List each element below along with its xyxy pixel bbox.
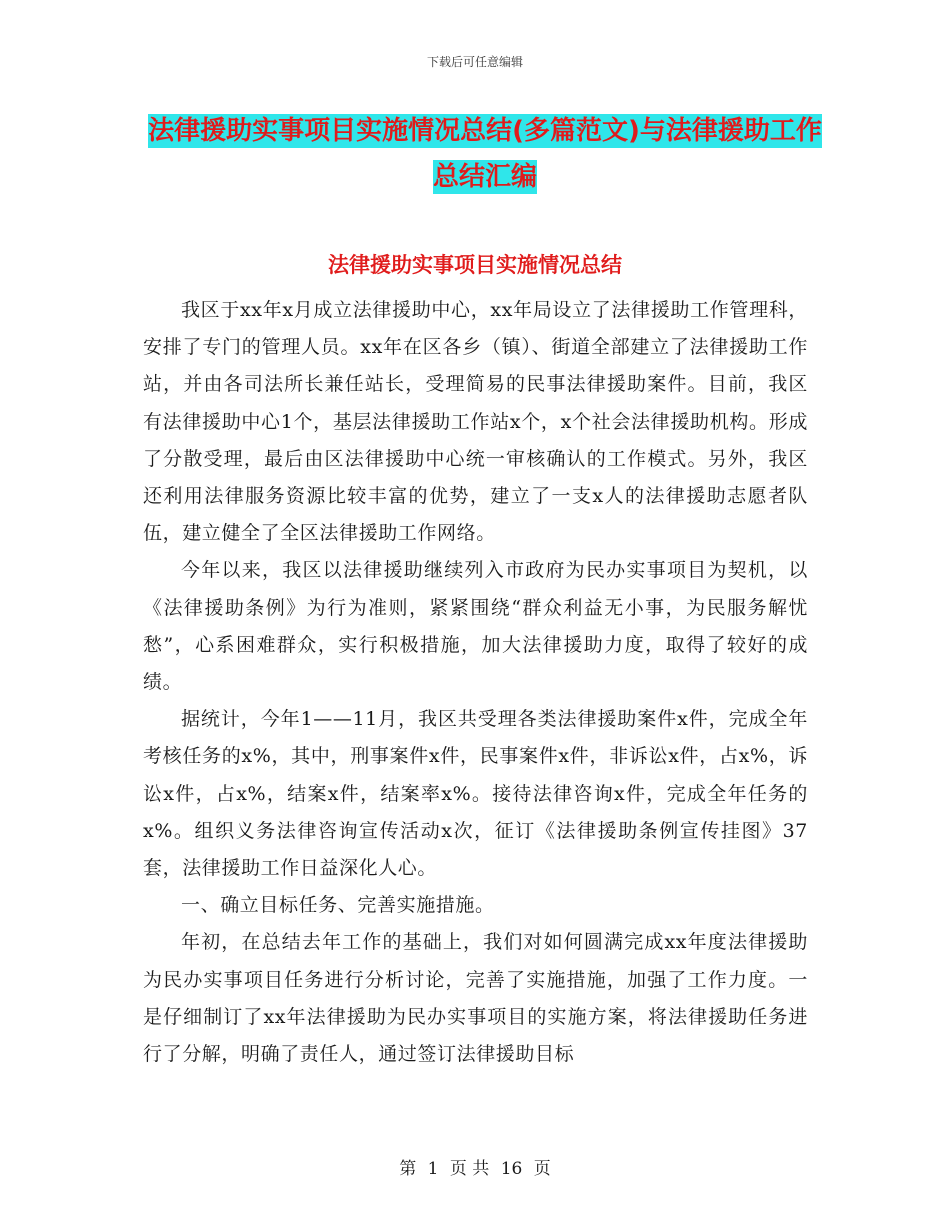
paragraph: 一、确立目标任务、完善实施措施。 (181, 894, 495, 917)
section-title: 法律援助实事项目实施情况总结 (328, 253, 622, 277)
page-footer (0, 1154, 950, 1179)
document-title-text: 法律援助实事项目实施情况总结(多篇范文)与法律援助工作总结汇编 (148, 116, 822, 192)
footer-middle: 页 共 (449, 1159, 490, 1179)
paragraph: 我区于xx年x月成立法律援助中心，xx年局设立了法律援助工作管理科，安排了专门的管理人员。xx年在区各乡（镇）、街道全部建立了法律援助工作站，并由各司法所长兼任站长，受理简易的民事法律援助案件。目前，我区有法律援助中心1个，基层法律援助工作站x个，x个社会法律援助机构。形成了分散受理，最后由区法律援助中心统一审核确认的工作模式。另外，我区还利用法律服务资源比较丰富的优势，建立了一支x人的法律援助志愿者队伍，建立健全了全区法律援助工作网络。 (143, 299, 808, 545)
footer-page-number: 1 (427, 1159, 439, 1179)
document-body (143, 292, 808, 1073)
document-title (140, 108, 830, 200)
paragraph: 年初，在总结去年工作的基础上，我们对如何圆满完成xx年度法律援助为民办实事项目任务进行分析讨论，完善了实施措施，加强了工作力度。一是仔细制订了xx年法律援助为民办实事项目的实施方案，将法律援助任务进行了分解，明确了责任人，通过签订法律援助目标 (143, 931, 808, 1066)
paragraph: 据统计，今年1——11月，我区共受理各类法律援助案件x件，完成全年考核任务的x%，其中，刑事案件x件，民事案件x件，非诉讼x件，占x%，诉讼x件，占x%，结案x件，结案率x%。接待法律咨询x件，完成全年任务的x%。组织义务法律咨询宣传活动x次，征订《法律援助条例宣传挂图》37套，法律援助工作日益深化人心。 (143, 708, 808, 880)
footer-prefix: 第 (399, 1159, 417, 1179)
footer-suffix: 页 (533, 1159, 551, 1179)
header-note: 下载后可任意编辑 (426, 55, 523, 69)
paragraph: 今年以来，我区以法律援助继续列入市政府为民办实事项目为契机，以《法律援助条例》为行为准则，紧紧围绕“群众利益无小事，为民服务解忧愁”，心系困难群众，实行积极措施，加大法律援助力度，取得了较好的成绩。 (143, 559, 808, 694)
footer-total-pages: 16 (500, 1159, 523, 1179)
